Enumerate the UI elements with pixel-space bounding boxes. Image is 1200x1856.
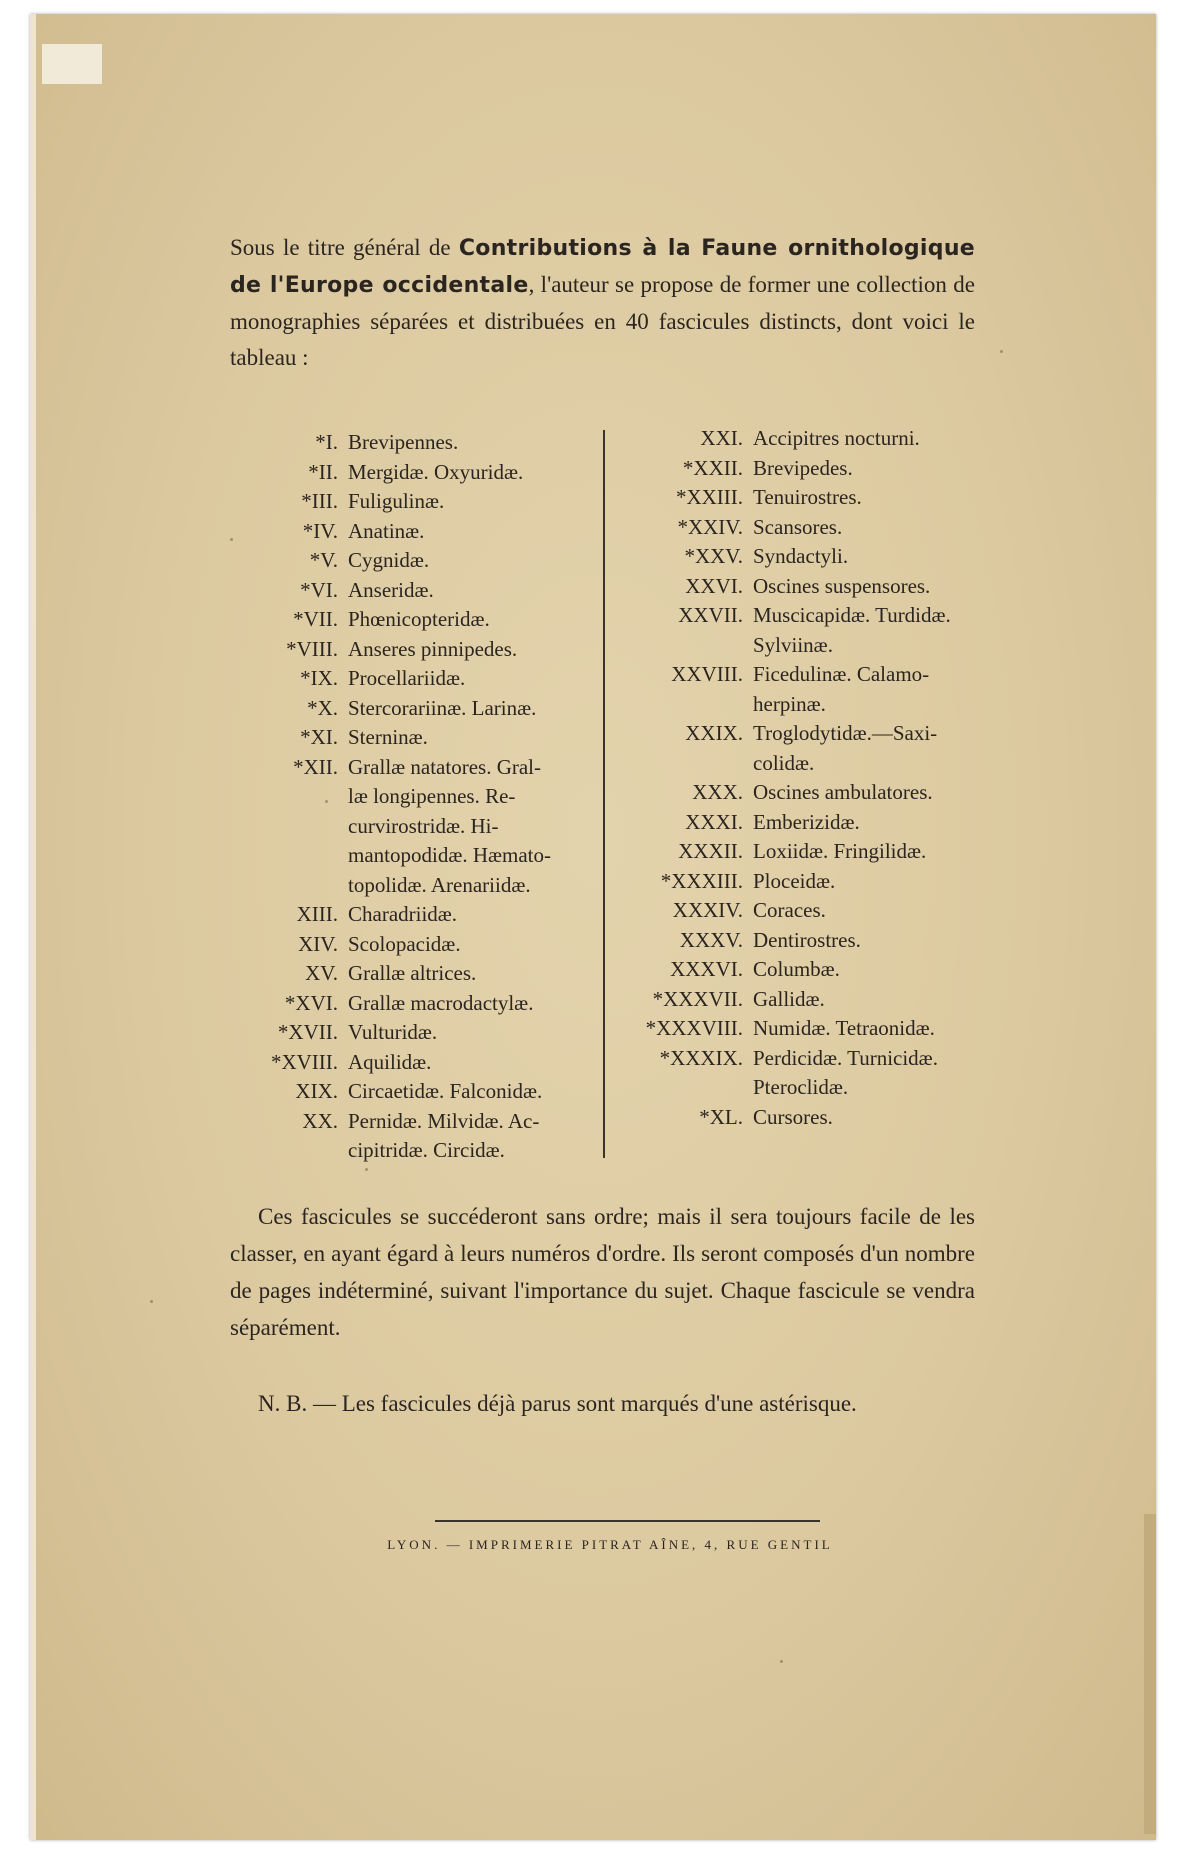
toc-entry (230, 458, 610, 488)
fascicle-number: *XXXVIII. (645, 1016, 743, 1040)
fascicle-title: Brevipedes. (753, 455, 853, 480)
fascicle-title: Ficedulinæ. Calamo- (753, 662, 930, 686)
toc-entry (230, 517, 610, 547)
fascicle-title: Coraces. (753, 898, 826, 922)
fascicle-number: *XVI. (284, 990, 338, 1015)
fascicle-number: *VIII. (286, 636, 338, 661)
toc-entry (620, 424, 1010, 454)
fascicle-title: Loxiidæ. Fringilidæ. (753, 839, 927, 863)
nb-paragraph: N. B. — Les fascicules déjà parus sont marqués d'une astérisque. (258, 1391, 857, 1416)
fascicle-number: *XVII. (277, 1020, 338, 1044)
spine-edge (1144, 1514, 1156, 1834)
fascicle-number: *XII. (293, 754, 338, 779)
fascicle-title: Phœnicopteridæ. (348, 607, 490, 631)
fascicle-title: Mergidæ. Oxyuridæ. (348, 459, 524, 484)
fascicle-number: XXXVI. (670, 957, 743, 981)
fascicle-number: *XXIV. (677, 514, 743, 539)
printer-imprint: LYON. — IMPRIMERIE PITRAT AÎNE, 4, RUE GENTIL (387, 1537, 833, 1552)
fascicle-number: *IV. (302, 518, 338, 543)
fascicle-title: herpinæ. (753, 691, 826, 716)
fascicle-title: Numidæ. Tetraonidæ. (753, 1016, 935, 1040)
fascicle-title: Cygnidæ. (348, 548, 430, 572)
fascicle-title: Stercorariinæ. Larinæ. (348, 695, 537, 720)
fascicle-title: Procellariidæ. (348, 666, 466, 690)
toc-entry (620, 778, 1010, 808)
fascicle-number: XXVIII. (671, 662, 743, 686)
fascicle-number: *XXII. (682, 455, 743, 480)
toc-entry (230, 753, 610, 783)
fascicle-title: Dentirostres. (753, 927, 861, 952)
fascicle-title: Cursores. (753, 1104, 833, 1129)
toc-entry (620, 513, 1010, 543)
toc-entry (620, 601, 1010, 631)
toc-entry (620, 1044, 1010, 1074)
fascicle-title: cipitridæ. Circidæ. (348, 1138, 505, 1162)
fascicle-title: mantopodidæ. Hæmato- (348, 843, 551, 867)
fascicle-title: Emberizidæ. (753, 809, 860, 834)
toc-entry (230, 694, 610, 724)
toc-entry (620, 955, 1010, 985)
fascicle-title: Tenuirostres. (753, 485, 862, 509)
fascicle-number: *I. (315, 430, 338, 454)
fascicle-number: *XVIII. (270, 1049, 338, 1074)
fascicle-title: Anatinæ. (348, 518, 425, 543)
fascicle-title: Fuligulinæ. (348, 489, 445, 513)
toc-entry (230, 1136, 610, 1166)
fascicle-number: XXXIV. (672, 898, 743, 922)
fascicle-number: XXI. (700, 426, 743, 450)
toc-entry (230, 841, 610, 871)
fascicle-title: Charadriidæ. (348, 902, 458, 926)
column-divider (603, 430, 605, 1158)
toc-entry (620, 985, 1010, 1015)
fascicle-title: læ longipennes. Re- (348, 784, 516, 808)
toc-entry (620, 660, 1010, 690)
toc-entry (620, 867, 1010, 897)
fascicle-number: XV. (305, 961, 338, 985)
fascicle-number: *VI. (300, 577, 338, 602)
fascicle-title: Pteroclidæ. (753, 1075, 849, 1099)
toc-entry (620, 631, 1010, 661)
fascicle-title: Sylviinæ. (753, 632, 833, 657)
fascicle-title: Ploceidæ. (753, 868, 836, 893)
fascicle-number: XXVII. (678, 603, 743, 627)
toc-entry (230, 487, 610, 517)
toc-entry (620, 542, 1010, 572)
fascicle-number: *IX. (300, 666, 338, 690)
toc-entry (230, 812, 610, 842)
fascicle-number: XXVI. (685, 573, 743, 598)
toc-entry (230, 871, 610, 901)
fascicle-number: *V. (309, 548, 338, 572)
toc-entry (620, 837, 1010, 867)
toc-entry (230, 1048, 610, 1078)
fascicle-number: *XL. (699, 1104, 743, 1129)
fascicle-title: Oscines suspensores. (753, 573, 931, 598)
fascicle-title: Grallæ altrices. (348, 961, 477, 985)
fascicle-title: Grallæ natatores. Gral- (348, 754, 542, 779)
toc-entry (230, 664, 610, 694)
toc-entry (620, 896, 1010, 926)
fascicle-title: Accipitres nocturni. (753, 426, 920, 450)
toc-entry (230, 900, 610, 930)
fascicle-number: *XXXIII. (660, 868, 743, 893)
toc-entry (620, 1014, 1010, 1044)
fascicle-number: *II. (308, 459, 338, 484)
toc-entry (620, 719, 1010, 749)
fascicle-title: Circaetidæ. Falconidæ. (348, 1079, 543, 1103)
fascicle-number: *X. (307, 695, 338, 720)
toc-entry (230, 635, 610, 665)
fascicle-title: Columbæ. (753, 957, 840, 981)
fascicle-title: Brevipennes. (348, 430, 459, 454)
fascicle-title: Anseres pinnipedes. (348, 636, 518, 661)
order-note-paragraph: Ces fascicules se succéderont sans ordre; mais il sera toujours facile de les classer, en ayant égard à leurs numéros d'ordre. Ils seront composés d'un nombre de pages indéterminé, suivant l'importance du sujet. Chaque fascicule se vendra séparément. (230, 1204, 975, 1340)
fascicle-title: colidæ. (753, 750, 815, 775)
fascicle-number: XIX. (295, 1079, 338, 1103)
intro-paragraph (230, 230, 975, 376)
toc-entry (230, 605, 610, 635)
toc-entry (620, 1103, 1010, 1133)
fascicle-title: Anseridæ. (348, 577, 434, 602)
fascicle-number: *XXXIX. (659, 1045, 743, 1070)
fascicle-title: Pernidæ. Milvidæ. Ac- (348, 1108, 540, 1133)
fascicle-number: *VII. (293, 607, 338, 631)
fascicle-title: Grallæ macrodactylæ. (348, 990, 534, 1015)
fascicle-number: XX. (302, 1108, 338, 1133)
fascicle-number: XIII. (296, 902, 338, 926)
toc-entry (620, 808, 1010, 838)
toc-entry (230, 546, 610, 576)
toc-entry (230, 428, 610, 458)
toc-right-column (620, 424, 1010, 1132)
fascicle-number: XXXI. (685, 809, 743, 834)
fascicle-title: Oscines ambulatores. (753, 780, 933, 804)
toc-entry (620, 1073, 1010, 1103)
fascicle-title: topolidæ. Arenariidæ. (348, 872, 531, 897)
toc-entry (620, 572, 1010, 602)
intro-text-end: , l'auteur se propose de former une collection de monographies séparées et distribuées en 40 fascicules distincts, dont voici le tableau : (230, 272, 975, 370)
fascicle-number: XXXII. (678, 839, 743, 863)
toc-entry (230, 1107, 610, 1137)
toc-entry (230, 1077, 610, 1107)
fascicle-number: XXIX. (685, 721, 743, 745)
fascicle-title: Perdicidæ. Turnicidæ. (753, 1045, 938, 1070)
toc-entry (620, 690, 1010, 720)
toc-entry (230, 930, 610, 960)
fascicle-title: Vulturidæ. (348, 1020, 438, 1044)
fascicle-number: *XXIII. (675, 485, 743, 509)
intro-text-start: Sous le titre général de (230, 235, 459, 260)
fascicle-number: XXX. (692, 780, 743, 804)
toc-entry (230, 576, 610, 606)
fascicle-title: Muscicapidæ. Turdidæ. (753, 603, 951, 627)
fascicle-number: XIV. (298, 931, 338, 956)
fascicle-title: Troglodytidæ.—Saxi- (753, 721, 938, 745)
fascicle-title: Aquilidæ. (348, 1049, 432, 1074)
fascicle-number: *XI. (300, 725, 338, 749)
footer-rule (435, 1520, 820, 1522)
series-title: Contributions à la Faune ornithologique de l'Europe occidentale (230, 236, 975, 298)
fascicle-title: curvirostridæ. Hi- (348, 813, 499, 838)
toc-entry (620, 454, 1010, 484)
fascicle-title: Sterninæ. (348, 725, 428, 749)
fascicle-number: *III. (301, 489, 338, 513)
fascicle-title: Syndactyli. (753, 544, 849, 568)
toc-entry (230, 989, 610, 1019)
toc-entry (620, 483, 1010, 513)
toc-entry (230, 959, 610, 989)
fascicle-title: Gallidæ. (753, 986, 825, 1011)
toc-entry (230, 1018, 610, 1048)
fascicle-number: XXXV. (679, 927, 743, 952)
toc-entry (230, 723, 610, 753)
toc-left-column (230, 428, 610, 1166)
toc-entry (230, 782, 610, 812)
fascicle-title: Scolopacidæ. (348, 931, 461, 956)
fascicle-number: *XXV. (684, 544, 743, 568)
toc-entry (620, 749, 1010, 779)
fascicle-number: *XXXVII. (652, 986, 743, 1011)
fascicle-title: Scansores. (753, 514, 843, 539)
toc-entry (620, 926, 1010, 956)
